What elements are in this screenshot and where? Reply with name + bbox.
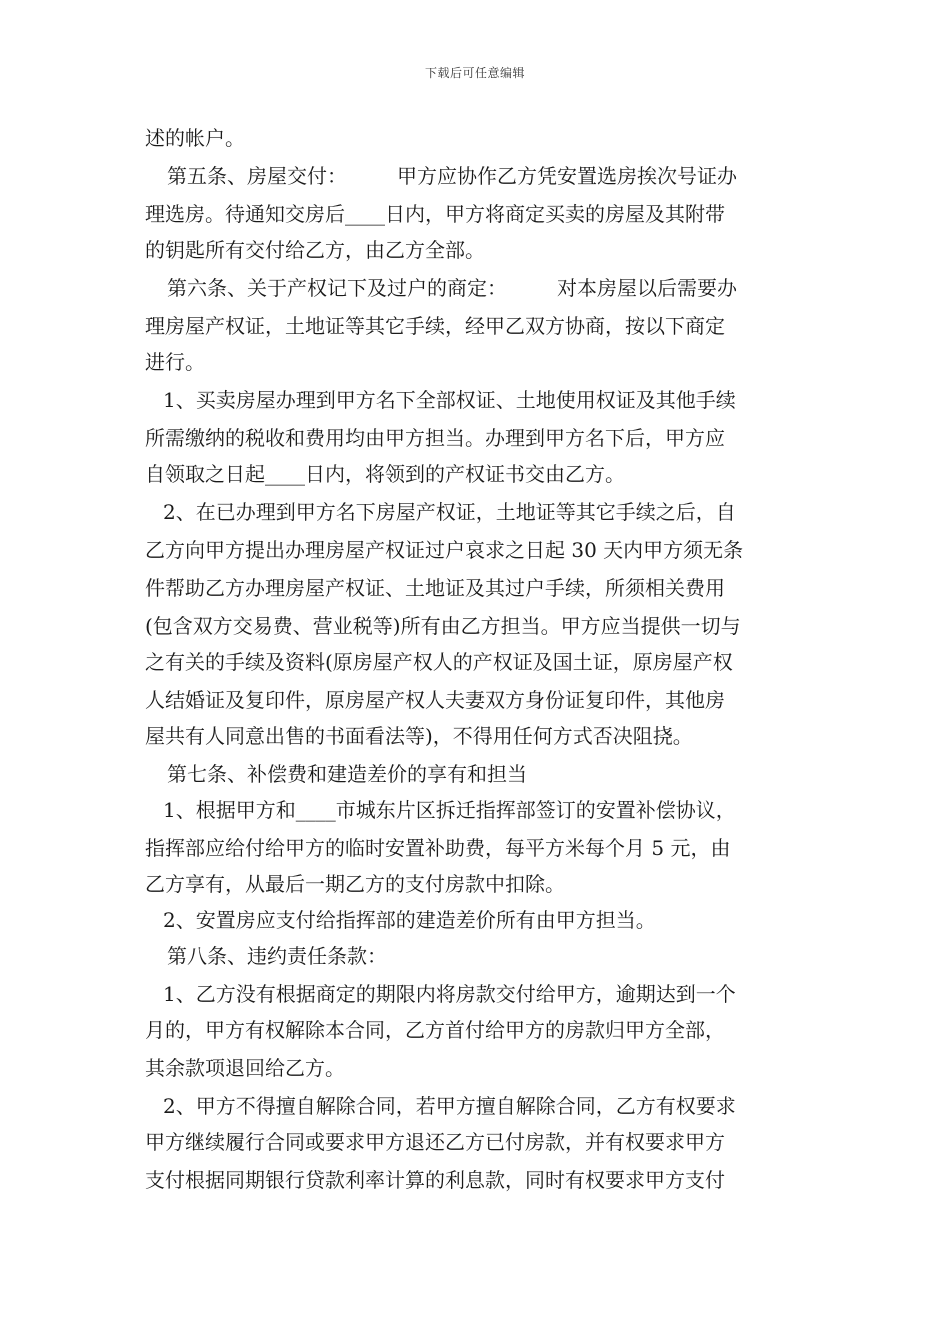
text-line: 件帮助乙方办理房屋产权证、土地证及其过户手续，所须相关费用 (145, 576, 725, 600)
text-line: 述的帐户。 (145, 126, 245, 150)
text-line: 的钥匙所有交付给乙方，由乙方全部。 (145, 238, 485, 262)
text-line: 自领取之日起____日内，将领到的产权证书交由乙方。 (145, 462, 625, 486)
text-line: 其余款项退回给乙方。 (145, 1056, 345, 1080)
text-line: 2、在已办理到甲方名下房屋产权证，土地证等其它手续之后，自 (163, 500, 736, 524)
text-line: 之有关的手续及资料(原房屋产权人的产权证及国土证，原房屋产权 (145, 650, 733, 674)
text-line: 理房屋产权证，土地证等其它手续，经甲乙双方协商，按以下商定 (145, 314, 725, 338)
text-line: 理选房。待通知交房后____日内，甲方将商定买卖的房屋及其附带 (145, 202, 725, 226)
text-line: 第七条、补偿费和建造差价的享有和担当 (167, 762, 527, 786)
text-line: 人结婚证及复印件，原房屋产权人夫妻双方身份证复印件，其他房 (145, 688, 725, 712)
text-line: 支付根据同期银行贷款利率计算的利息款，同时有权要求甲方支付 (145, 1168, 725, 1192)
text-line: 乙方向甲方提出办理房屋产权证过户哀求之日起 30 天内甲方须无条 (145, 538, 744, 562)
text-line: 第五条、房屋交付： 甲方应协作乙方凭安置选房挨次号证办 (167, 164, 737, 188)
text-line: 月的，甲方有权解除本合同，乙方首付给甲方的房款归甲方全部， (145, 1018, 725, 1042)
text-line: 屋共有人同意出售的书面看法等)，不得用任何方式否决阻挠。 (145, 724, 693, 748)
text-line: 第六条、关于产权记下及过户的商定： 对本房屋以后需要办 (167, 276, 737, 300)
text-line: 2、安置房应支付给指挥部的建造差价所有由甲方担当。 (163, 908, 656, 932)
text-line: 进行。 (145, 350, 205, 374)
text-line: 指挥部应给付给甲方的临时安置补助费，每平方米每个月 5 元，由 (145, 836, 731, 860)
text-line: 2、甲方不得擅自解除合同，若甲方擅自解除合同，乙方有权要求 (163, 1094, 736, 1118)
text-line: 1、乙方没有根据商定的期限内将房款交付给甲方，逾期达到一个 (163, 982, 736, 1006)
text-line: 第八条、违约责任条款： (167, 944, 387, 968)
text-line: 所需缴纳的税收和费用均由甲方担当。办理到甲方名下后，甲方应 (145, 426, 725, 450)
text-line: 1、根据甲方和____市城东片区拆迁指挥部签订的安置补偿协议， (163, 798, 736, 822)
text-line: 1、买卖房屋办理到甲方名下全部权证、土地使用权证及其他手续 (163, 388, 736, 412)
page-header: 下载后可任意编辑 (424, 66, 525, 80)
text-line: 甲方继续履行合同或要求甲方退还乙方已付房款，并有权要求甲方 (145, 1130, 725, 1154)
text-line: (包含双方交易费、营业税等)所有由乙方担当。甲方应当提供一切与 (145, 614, 741, 638)
text-line: 乙方享有，从最后一期乙方的支付房款中扣除。 (145, 872, 565, 896)
